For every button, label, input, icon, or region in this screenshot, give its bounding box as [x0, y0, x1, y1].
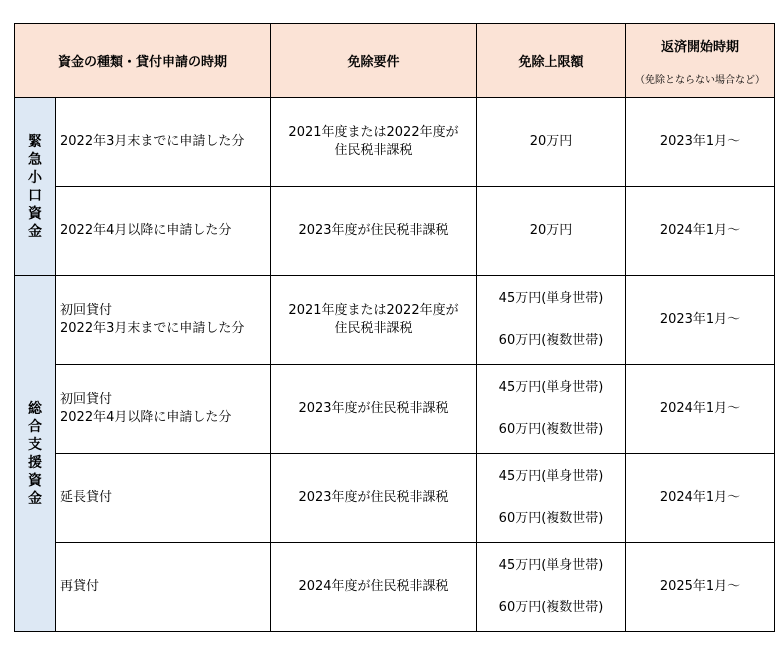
group-char: 総: [28, 400, 42, 417]
row-repayment: 2024年1月～: [626, 365, 775, 454]
row-requirement-line2: 住民税非課税: [334, 143, 413, 158]
row-requirement: 2024年度が住民税非課税: [271, 543, 477, 632]
row-repayment: 2023年1月～: [626, 276, 775, 365]
limit-single: 45万円(単身世帯): [498, 558, 604, 573]
table-header-row: [15, 24, 775, 98]
limit-single: 45万円(単身世帯): [498, 469, 604, 484]
row-limit: 20万円: [477, 187, 626, 276]
row-requirement: [271, 276, 477, 365]
row-repayment: 2023年1月～: [626, 98, 775, 187]
row-category-line1: 初回貸付: [60, 303, 113, 318]
header-limit: 免除上限額: [477, 24, 626, 98]
group-char: 小: [28, 169, 42, 186]
row-category: 延長貸付: [56, 454, 271, 543]
row-limit: [477, 454, 626, 543]
row-limit: [477, 543, 626, 632]
limit-multi: 60万円(複数世帯): [498, 511, 604, 526]
row-requirement: 2023年度が住民税非課税: [271, 454, 477, 543]
row-repayment: 2024年1月～: [626, 454, 775, 543]
limit-single: 45万円(単身世帯): [498, 291, 604, 306]
header-requirement: 免除要件: [271, 24, 477, 98]
limit-multi: 60万円(複数世帯): [498, 422, 604, 437]
table-row: [15, 365, 775, 454]
row-category-line2: 2022年4月以降に申請した分: [60, 410, 232, 425]
group-label-emergency: [15, 98, 56, 276]
group-char: 資: [28, 472, 42, 489]
header-repayment-label: 返済開始時期: [661, 39, 740, 55]
row-requirement-line1: 2021年度または2022年度が: [288, 125, 459, 140]
group-char: 合: [28, 418, 42, 435]
row-requirement-line2: 住民税非課税: [334, 321, 413, 336]
limit-single: 45万円(単身世帯): [498, 380, 604, 395]
row-requirement: 2023年度が住民税非課税: [271, 187, 477, 276]
table-row: [15, 543, 775, 632]
row-requirement-line1: 2021年度または2022年度が: [288, 303, 459, 318]
row-category: 再貸付: [56, 543, 271, 632]
row-category: 2022年4月以降に申請した分: [56, 187, 271, 276]
row-category: [56, 276, 271, 365]
row-limit: [477, 365, 626, 454]
loan-exemption-table: [14, 23, 775, 632]
row-limit: [477, 276, 626, 365]
row-repayment: 2025年1月～: [626, 543, 775, 632]
header-repayment-note: （免除とならない場合など）: [635, 74, 766, 86]
group-char: 金: [28, 490, 42, 507]
header-repayment: [626, 24, 775, 98]
table-row: [15, 454, 775, 543]
group-char: 口: [28, 187, 42, 204]
group-char: 緊: [28, 133, 42, 150]
group-char: 資: [28, 205, 42, 222]
table-row: [15, 98, 775, 187]
row-category-line1: 初回貸付: [60, 392, 113, 407]
row-limit: 20万円: [477, 98, 626, 187]
row-requirement: 2023年度が住民税非課税: [271, 365, 477, 454]
header-category: 資金の種類・貸付申請の時期: [15, 24, 271, 98]
row-category: [56, 365, 271, 454]
limit-multi: 60万円(複数世帯): [498, 600, 604, 615]
group-char: 急: [28, 151, 42, 168]
group-char: 援: [28, 454, 42, 471]
row-category: 2022年3月末までに申請した分: [56, 98, 271, 187]
group-char: 支: [28, 436, 42, 453]
table-row: [15, 276, 775, 365]
limit-multi: 60万円(複数世帯): [498, 333, 604, 348]
group-label-general: [15, 276, 56, 632]
group-char: 金: [28, 223, 42, 240]
table-row: [15, 187, 775, 276]
row-repayment: 2024年1月～: [626, 187, 775, 276]
row-category-line2: 2022年3月末までに申請した分: [60, 321, 245, 336]
row-requirement: [271, 98, 477, 187]
